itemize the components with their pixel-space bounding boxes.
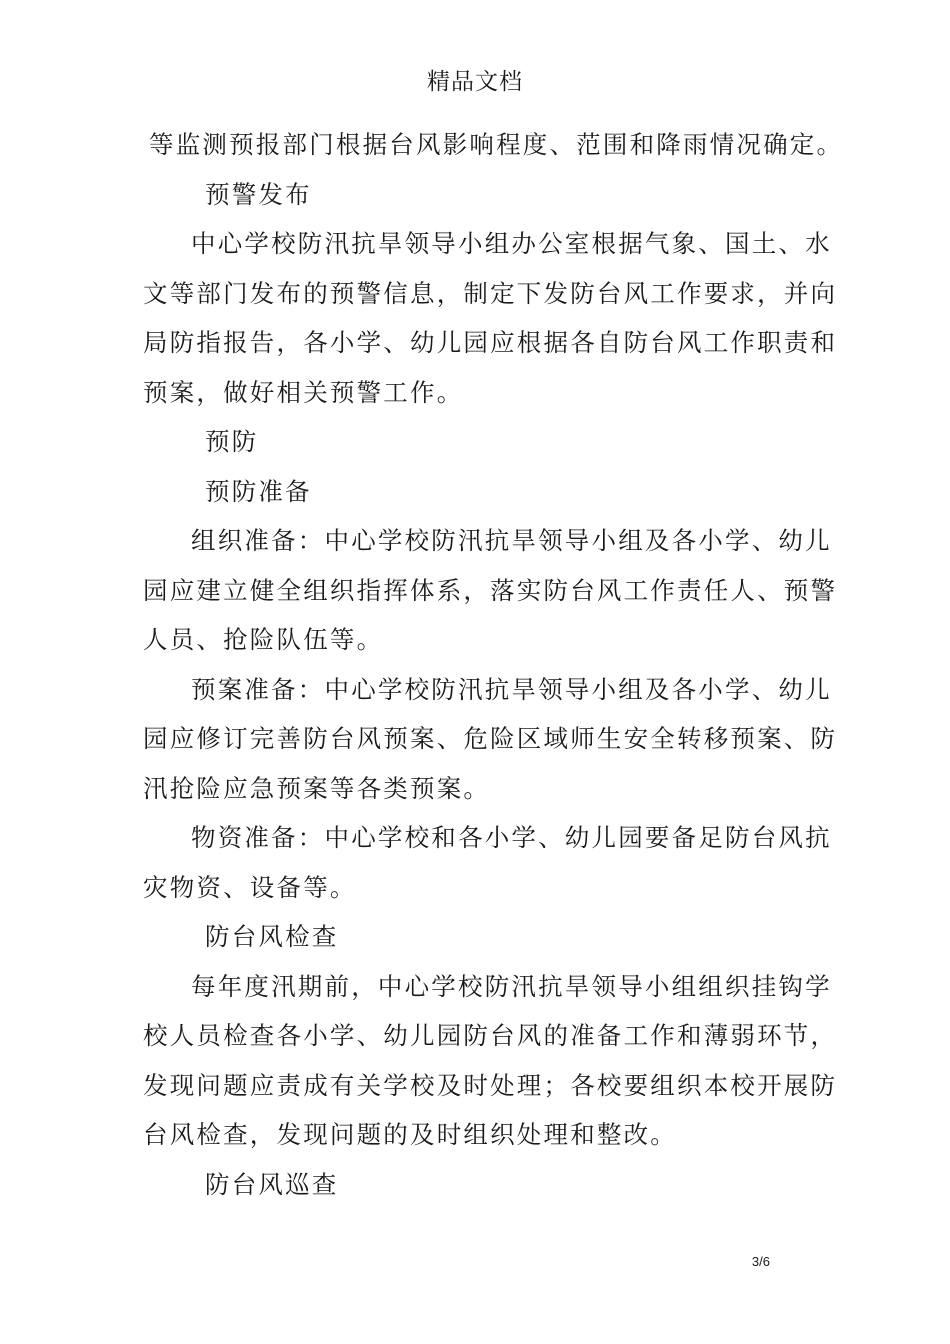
paragraph-line: 局防指报告，各小学、幼儿园应根据各自防台风工作职责和	[143, 328, 838, 357]
paragraph-line: 汛抢险应急预案等各类预案。	[143, 773, 491, 803]
paragraph-line: 发现问题应责成有关学校及时处理；各校要组织本校开展防	[143, 1070, 838, 1100]
document-body	[143, 120, 844, 1209]
paragraph-line: 人员、抢险队伍等。	[143, 625, 384, 654]
paragraph-line: 园应修订完善防台风预案、危险区域师生安全转移预案、防	[143, 724, 838, 753]
paragraph-line: 预案准备：中心学校防汛抗旱领导小组及各小学、幼儿	[191, 674, 832, 704]
paragraph-line: 中心学校防汛抗旱领导小组办公室根据气象、国土、水	[191, 229, 832, 258]
section-heading: 防台风检查	[205, 922, 339, 951]
section-heading: 预警发布	[205, 179, 312, 209]
paragraph-line: 预案，做好相关预警工作。	[143, 377, 464, 407]
section-heading: 防台风巡查	[205, 1169, 339, 1199]
paragraph-line: 文等部门发布的预警信息，制定下发防台风工作要求，并向	[143, 278, 838, 308]
paragraph-line: 台风检查，发现问题的及时组织处理和整改。	[143, 1120, 677, 1149]
section-heading: 预防	[205, 427, 259, 456]
page-number: 3/6	[751, 1254, 770, 1269]
paragraph-line: 校人员检查各小学、幼儿园防台风的准备工作和薄弱环节，	[143, 1021, 838, 1050]
paragraph-line: 每年度汛期前，中心学校防汛抗旱领导小组组织挂钩学	[191, 971, 832, 1001]
section-heading: 预防准备	[205, 476, 312, 506]
paragraph-line: 灾物资、设备等。	[143, 872, 357, 902]
paragraph-line: 园应建立健全组织指挥体系，落实防台风工作责任人、预警	[143, 575, 838, 605]
text-line: 等监测预报部门根据台风影响程度、范围和降雨情况确定。	[149, 130, 844, 159]
paragraph-line: 组织准备：中心学校防汛抗旱领导小组及各小学、幼儿	[191, 526, 832, 555]
paragraph-line: 物资准备：中心学校和各小学、幼儿园要备足防台风抗	[191, 823, 832, 852]
page-header: 精品文档	[427, 69, 523, 95]
